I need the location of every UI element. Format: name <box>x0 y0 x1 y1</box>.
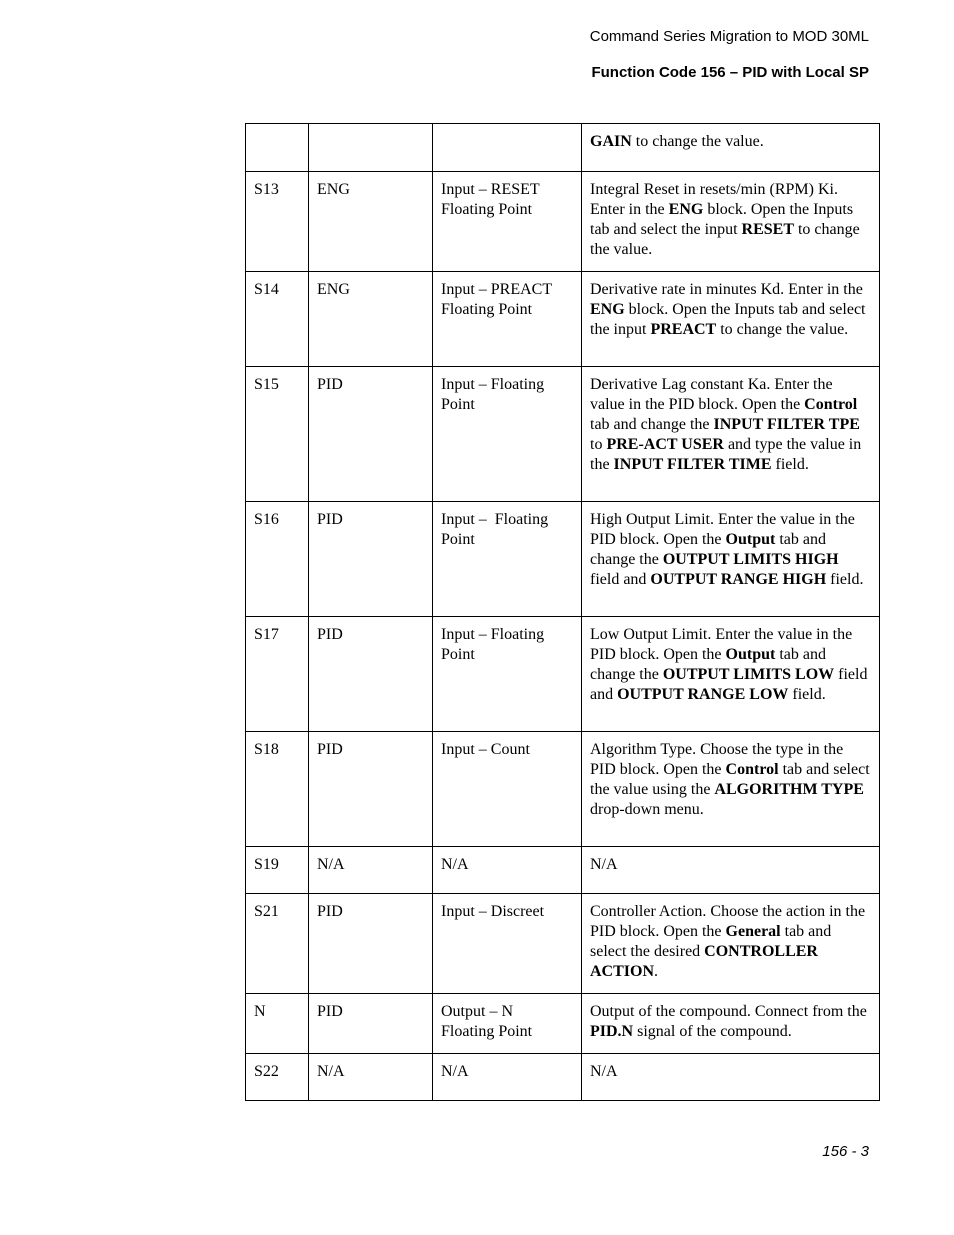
type-cell <box>433 1054 582 1101</box>
table-row <box>246 502 880 617</box>
description-keyword: PID.N <box>590 1023 634 1040</box>
type-cell <box>433 272 582 367</box>
type-cell <box>433 124 582 172</box>
block-cell: PID <box>309 502 433 617</box>
description-keyword: OUTPUT RANGE LOW <box>617 686 789 703</box>
description-text: tab and change the <box>590 531 826 568</box>
description-keyword: PRE-ACT USER <box>606 436 724 453</box>
spec-cell: S13 <box>246 172 309 272</box>
description-text: High Output Limit. Enter the value in the PID block. Open the <box>590 511 855 548</box>
description-keyword: ALGORITHM TYPE <box>714 781 864 798</box>
type-cell <box>433 172 582 272</box>
table-row <box>246 894 880 994</box>
description-keyword: OUTPUT LIMITS LOW <box>662 666 835 683</box>
type-line: Input – PREACT <box>441 281 553 298</box>
description-cell <box>582 994 880 1054</box>
description-keyword: Output <box>725 531 776 548</box>
block-cell: N/A <box>309 847 433 894</box>
description-text: to change the value. <box>590 221 860 258</box>
description-keyword: INPUT FILTER TIME <box>613 456 772 473</box>
type-line: Floating Point <box>441 301 533 318</box>
description-text: tab and select the value using the <box>590 761 870 798</box>
description-text: Output of the compound. Connect from the <box>590 1003 867 1020</box>
spec-cell: S16 <box>246 502 309 617</box>
description-text: Algorithm Type. Choose the type in the PID block. Open the <box>590 741 844 778</box>
type-line: Input – Floating <box>441 511 549 528</box>
description-keyword: CONTROLLER ACTION <box>590 943 818 980</box>
description-cell <box>582 847 880 894</box>
description-text: Derivative rate in minutes Kd. Enter in the <box>590 281 863 298</box>
table-row <box>246 367 880 502</box>
description-text: field. <box>788 686 826 703</box>
document-title: Command Series Migration to MOD 30ML <box>589 28 869 45</box>
description-text: tab and change the <box>590 646 826 683</box>
description-text: tab and change the <box>590 416 714 433</box>
description-text: field. <box>771 456 809 473</box>
type-line: Floating Point <box>441 1023 533 1040</box>
description-keyword: General <box>725 923 781 940</box>
section-title: Function Code 156 – PID with Local SP <box>591 64 869 81</box>
spec-cell: S19 <box>246 847 309 894</box>
description-text: Derivative Lag constant Ka. Enter the value in the PID block. Open the <box>590 376 833 413</box>
description-cell <box>582 367 880 502</box>
block-cell: ENG <box>309 172 433 272</box>
page-number: 156 - 3 <box>822 1143 869 1160</box>
spec-cell: N <box>246 994 309 1054</box>
description-keyword: Control <box>804 396 858 413</box>
table-body <box>246 124 880 1101</box>
table-row <box>246 994 880 1054</box>
table-row <box>246 847 880 894</box>
type-line: Output – N <box>441 1003 513 1020</box>
spec-cell: S14 <box>246 272 309 367</box>
type-cell <box>433 502 582 617</box>
type-line: Floating Point <box>441 201 533 218</box>
table-row <box>246 617 880 732</box>
description-keyword: OUTPUT RANGE HIGH <box>650 571 827 588</box>
description-keyword: Output <box>725 646 776 663</box>
spec-cell: S21 <box>246 894 309 994</box>
description-text: and type the value in the <box>590 436 862 473</box>
description-text: field and <box>590 571 651 588</box>
block-cell: PID <box>309 367 433 502</box>
description-keyword: GAIN <box>590 133 632 150</box>
spec-cell: S17 <box>246 617 309 732</box>
table-row <box>246 172 880 272</box>
block-cell: PID <box>309 894 433 994</box>
description-text: drop-down menu. <box>590 801 704 818</box>
description-text: Controller Action. Choose the action in the PID block. Open the <box>590 903 866 940</box>
description-cell <box>582 272 880 367</box>
description-keyword: ENG <box>668 201 704 218</box>
type-line: Input – RESET <box>441 181 540 198</box>
type-cell <box>433 894 582 994</box>
type-line: Point <box>441 531 475 548</box>
type-cell <box>433 732 582 847</box>
type-cell <box>433 847 582 894</box>
specification-table <box>245 123 880 1101</box>
description-cell <box>582 1054 880 1101</box>
description-text: to change the value. <box>631 133 764 150</box>
description-keyword: PREACT <box>650 321 717 338</box>
description-keyword: RESET <box>741 221 794 238</box>
type-line: Input – Floating <box>441 626 545 643</box>
description-text: Integral Reset in resets/min (RPM) Ki. Enter in the <box>590 181 838 218</box>
block-cell: PID <box>309 994 433 1054</box>
description-cell <box>582 124 880 172</box>
description-text: block. Open the Inputs tab and select the input <box>590 201 854 238</box>
table-row <box>246 732 880 847</box>
description-text: field. <box>826 571 864 588</box>
description-cell <box>582 502 880 617</box>
description-text: to <box>590 436 607 453</box>
description-text: Low Output Limit. Enter the value in the PID block. Open the <box>590 626 853 663</box>
type-cell <box>433 617 582 732</box>
description-cell <box>582 172 880 272</box>
block-cell: PID <box>309 732 433 847</box>
spec-cell <box>246 124 309 172</box>
description-text: . <box>654 963 659 980</box>
block-cell: N/A <box>309 1054 433 1101</box>
block-cell <box>309 124 433 172</box>
description-cell <box>582 617 880 732</box>
block-cell: PID <box>309 617 433 732</box>
description-text: N/A <box>590 856 618 873</box>
type-line: Input – Count <box>441 741 530 758</box>
description-keyword: ENG <box>590 301 625 318</box>
description-text: signal of the compound. <box>633 1023 792 1040</box>
spec-cell: S22 <box>246 1054 309 1101</box>
table-row <box>246 272 880 367</box>
description-text: field and <box>590 666 868 703</box>
spec-cell: S18 <box>246 732 309 847</box>
description-text: to change the value. <box>716 321 849 338</box>
spec-cell: S15 <box>246 367 309 502</box>
type-cell <box>433 994 582 1054</box>
type-line: Input – Floating <box>441 376 545 393</box>
type-line: Point <box>441 646 475 663</box>
description-keyword: OUTPUT LIMITS HIGH <box>662 551 839 568</box>
block-cell: ENG <box>309 272 433 367</box>
table-row <box>246 124 880 172</box>
description-text: tab and select the desired <box>590 923 832 960</box>
table-row <box>246 1054 880 1101</box>
type-line: Input – Discreet <box>441 903 545 920</box>
type-cell <box>433 367 582 502</box>
description-keyword: Control <box>725 761 779 778</box>
description-keyword: INPUT FILTER TPE <box>713 416 860 433</box>
description-text: block. Open the Inputs tab and select the input <box>590 301 866 338</box>
description-text: N/A <box>590 1063 618 1080</box>
type-line: N/A <box>441 1063 469 1080</box>
description-cell <box>582 732 880 847</box>
type-line: N/A <box>441 856 469 873</box>
type-line: Point <box>441 396 475 413</box>
description-cell <box>582 894 880 994</box>
